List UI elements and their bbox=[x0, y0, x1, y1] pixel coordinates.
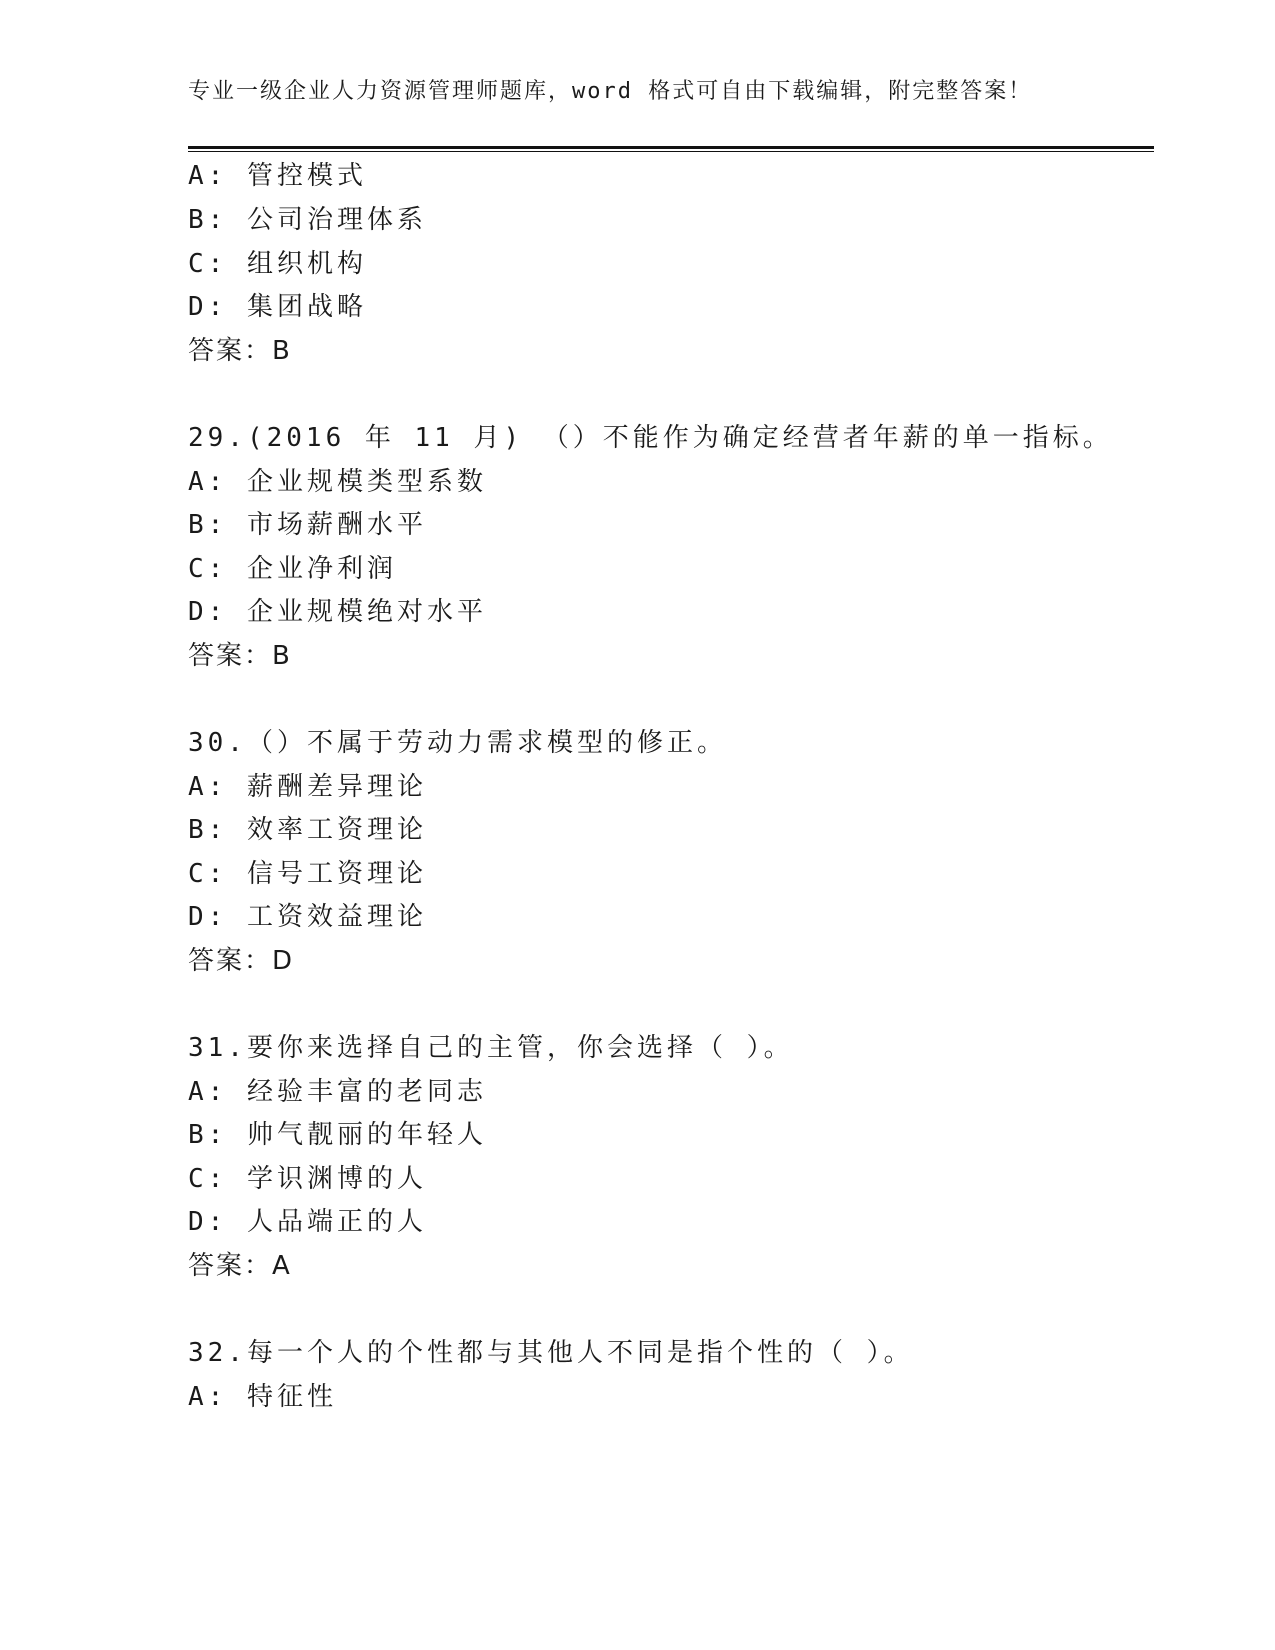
q31-option-d: D: 人品端正的人 bbox=[188, 1207, 427, 1237]
q32-question: 32.每一个人的个性都与其他人不同是指个性的（ ）。 bbox=[188, 1338, 914, 1368]
q32-option-a: A: 特征性 bbox=[188, 1382, 337, 1412]
lead-option-c: C: 组织机构 bbox=[188, 249, 367, 279]
q31-option-a: A: 经验丰富的老同志 bbox=[188, 1077, 487, 1107]
q30-answer: 答案：D bbox=[188, 946, 295, 976]
q30-question: 30.（）不属于劳动力需求模型的修正。 bbox=[188, 728, 727, 758]
q30-option-a: A: 薪酬差异理论 bbox=[188, 772, 427, 802]
q29-option-c: C: 企业净利润 bbox=[188, 554, 397, 584]
q29-option-d: D: 企业规模绝对水平 bbox=[188, 597, 487, 627]
q31-option-b: B: 帅气靓丽的年轻人 bbox=[188, 1120, 487, 1150]
q29-option-b: B: 市场薪酬水平 bbox=[188, 510, 427, 540]
header-rule-thick bbox=[188, 146, 1154, 149]
header-rule-thin bbox=[188, 151, 1154, 152]
q30-option-c: C: 信号工资理论 bbox=[188, 859, 427, 889]
q31-option-c: C: 学识渊博的人 bbox=[188, 1164, 427, 1194]
q30-option-d: D: 工资效益理论 bbox=[188, 902, 427, 932]
q29-question: 29.(2016 年 11 月) （）不能作为确定经营者年薪的单一指标。 bbox=[188, 423, 1113, 453]
q29-answer: 答案：B bbox=[188, 641, 292, 671]
page-header: 专业一级企业人力资源管理师题库，word 格式可自由下载编辑，附完整答案！ bbox=[188, 79, 1033, 104]
q29-option-a: A: 企业规模类型系数 bbox=[188, 467, 487, 497]
q30-option-b: B: 效率工资理论 bbox=[188, 815, 427, 845]
q31-question: 31.要你来选择自己的主管，你会选择（ ）。 bbox=[188, 1033, 794, 1063]
lead-option-a: A: 管控模式 bbox=[188, 161, 367, 191]
lead-answer: 答案：B bbox=[188, 336, 292, 366]
lead-option-d: D: 集团战略 bbox=[188, 292, 367, 322]
q31-answer: 答案：A bbox=[188, 1251, 292, 1281]
lead-option-b: B: 公司治理体系 bbox=[188, 205, 427, 235]
